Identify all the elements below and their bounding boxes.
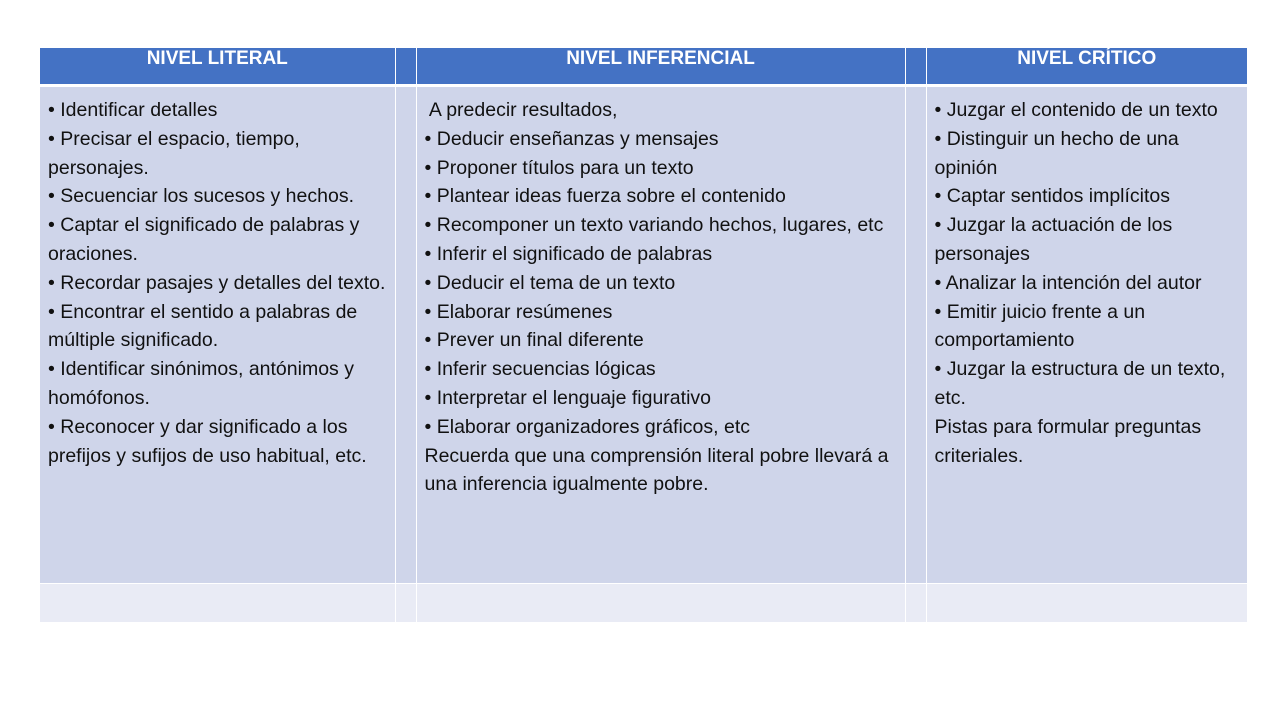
critico-item: • Emitir juicio frente a un comportamiento bbox=[934, 300, 1146, 352]
spacer-cell-2 bbox=[905, 86, 926, 584]
literal-item: • Secuenciar los sucesos y hechos. bbox=[48, 185, 354, 208]
empty-row bbox=[40, 584, 1247, 623]
inferencial-item: • Elaborar organizadores gráficos, etc bbox=[424, 415, 750, 438]
empty-cell bbox=[40, 584, 395, 623]
critico-note: Pistas para formular preguntas criteriales. bbox=[934, 415, 1202, 467]
inferencial-item: • Deducir enseñanzas y mensajes bbox=[424, 127, 719, 150]
literal-item: • Encontrar el sentido a palabras de múltiple significado. bbox=[48, 300, 358, 352]
critico-list bbox=[927, 87, 1248, 470]
critico-item: • Juzgar el contenido de un texto bbox=[934, 99, 1218, 121]
empty-cell bbox=[905, 584, 926, 623]
inferencial-item: • Proponer títulos para un texto bbox=[424, 156, 694, 179]
inferencial-cell bbox=[416, 86, 905, 584]
empty-cell bbox=[926, 584, 1247, 623]
critico-item: • Distinguir un hecho de una opinión bbox=[934, 127, 1179, 179]
literal-item: • Identificar sinónimos, antónimos y homófonos. bbox=[48, 358, 354, 409]
critico-item: • Juzgar la actuación de los personajes bbox=[934, 214, 1173, 265]
inferencial-item: • Inferir el significado de palabras bbox=[424, 242, 713, 265]
critico-item: • Juzgar la estructura de un texto, etc. bbox=[934, 358, 1226, 409]
literal-cell bbox=[40, 86, 395, 584]
header-row bbox=[40, 48, 1247, 86]
literal-item: • Precisar el espacio, tiempo, personajes. bbox=[48, 127, 300, 179]
inferencial-note: Recuerda que una comprensión literal pobre llevará a una inferencia igualmente pobre. bbox=[424, 444, 889, 496]
empty-cell bbox=[416, 584, 905, 623]
header-spacer-1 bbox=[395, 48, 416, 86]
header-inferencial: NIVEL INFERENCIAL bbox=[416, 48, 905, 86]
levels-table bbox=[40, 48, 1247, 622]
inferencial-list bbox=[417, 87, 905, 499]
inferencial-item: • Interpretar el lenguaje figurativo bbox=[424, 386, 711, 409]
inferencial-item: • Deducir el tema de un texto bbox=[424, 271, 676, 294]
inferencial-item: • Inferir secuencias lógicas bbox=[424, 358, 656, 381]
content-row bbox=[40, 86, 1247, 584]
spacer-cell-1 bbox=[395, 86, 416, 584]
critico-item: • Captar sentidos implícitos bbox=[934, 185, 1171, 208]
header-critico: NIVEL CRÍTICO bbox=[926, 48, 1247, 86]
literal-item: • Captar el significado de palabras y oraciones. bbox=[48, 214, 360, 265]
literal-item: • Reconocer y dar significado a los prefijos y sufijos de uso habitual, etc. bbox=[48, 415, 367, 467]
inferencial-item: • Prever un final diferente bbox=[424, 329, 644, 352]
literal-item: • Recordar pasajes y detalles del texto. bbox=[48, 271, 386, 294]
inferencial-item: • Plantear ideas fuerza sobre el contenido bbox=[424, 185, 786, 208]
inferencial-item: • Elaborar resúmenes bbox=[424, 300, 613, 323]
inferencial-item: • Recomponer un texto variando hechos, lugares, etc bbox=[424, 214, 884, 237]
header-spacer-2 bbox=[905, 48, 926, 86]
inferencial-item: A predecir resultados, bbox=[424, 99, 618, 121]
literal-item: • Identificar detalles bbox=[48, 99, 218, 121]
header-literal: NIVEL LITERAL bbox=[40, 48, 395, 86]
critico-item: • Analizar la intención del autor bbox=[934, 271, 1202, 294]
literal-list bbox=[40, 87, 395, 470]
critico-cell bbox=[926, 86, 1247, 584]
empty-cell bbox=[395, 584, 416, 623]
